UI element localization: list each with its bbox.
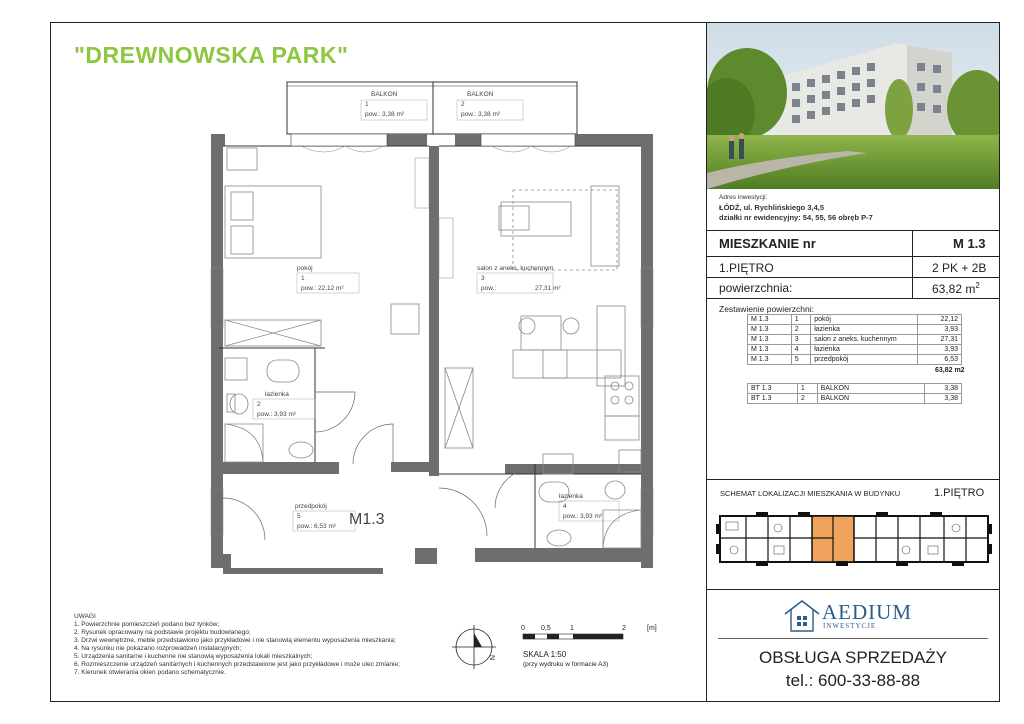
balcony2-no: 2 bbox=[461, 101, 465, 108]
unit-floor: 1.PIĘTRO bbox=[719, 261, 774, 275]
scale-tick: 0 bbox=[521, 625, 525, 632]
balcony2-area: pow.: 3,38 m² bbox=[461, 111, 501, 118]
cell-unit: BT 1.3 bbox=[748, 394, 798, 404]
room1-name: pokój bbox=[297, 265, 313, 272]
balconies-table bbox=[747, 383, 962, 404]
room5-name: przedpokój bbox=[295, 503, 327, 510]
unit-number: M 1.3 bbox=[953, 236, 986, 251]
cell-name: salon z aneks. kuchennym bbox=[811, 335, 918, 345]
scale-tick: [m] bbox=[647, 625, 657, 632]
unit-layout: 2 PK + 2B bbox=[932, 261, 987, 275]
room4-area: pow.: 3,93 m² bbox=[563, 513, 603, 520]
balcony1-name: BALKON bbox=[371, 91, 398, 98]
cell-area: 27,31 bbox=[918, 335, 962, 345]
note-line: 1. Powierzchnie pomieszczeń podano bez tynków; bbox=[74, 621, 220, 628]
address-block bbox=[719, 193, 873, 223]
note-line: 3. Drzwi wewnętrzne, meble przedstawiono jako przykładowe i nie stanowią elementu wyposażenia mieszkania; bbox=[74, 637, 396, 644]
cell-name: pokój bbox=[811, 315, 918, 325]
area-value: 63,82 $m^2$ bbox=[932, 281, 980, 296]
note-line: 2. Rysunek opracowany na podstawie projektu budowlanego; bbox=[74, 629, 251, 636]
brand-sub: INWESTYCJE bbox=[823, 622, 877, 630]
cell-unit: BT 1.3 bbox=[748, 384, 798, 394]
info-rule bbox=[706, 479, 1000, 480]
note-line: 7. Kierunek otwierania okien podano schematycznie. bbox=[74, 669, 226, 676]
cell-area: 22,12 bbox=[918, 315, 962, 325]
room5-area: pow.: 6,53 m² bbox=[297, 523, 337, 530]
room3-area: 27,31 m² bbox=[535, 285, 561, 292]
floor-plan bbox=[205, 78, 657, 588]
unit-header-label: MIESZKANIE nr bbox=[719, 236, 816, 251]
sales-label: OBSŁUGA SPRZEDAŻY bbox=[759, 648, 947, 667]
brand-name: AEDIUM bbox=[822, 600, 912, 624]
balcony1-area: pow.: 3,38 m² bbox=[365, 111, 405, 118]
info-rule bbox=[706, 277, 1000, 278]
table-row bbox=[748, 315, 962, 325]
cell-no: 2 bbox=[797, 394, 817, 404]
cell-no: 1 bbox=[797, 384, 817, 394]
cell-name: BALKON bbox=[817, 394, 924, 404]
info-rule bbox=[706, 589, 1000, 590]
info-rule bbox=[706, 298, 1000, 299]
note-line: 4. Na rysunku nie pokazano rozprowadzeń instalacyjnych; bbox=[74, 645, 242, 652]
cell-name: łazienka bbox=[811, 325, 918, 335]
cell-name: przedpokój bbox=[811, 355, 918, 365]
note-line: 5. Urządzenia sanitarne i kuchenne nie stanowią wyposażenia lokali mieszkalnych; bbox=[74, 653, 313, 660]
compass-n: N bbox=[488, 655, 495, 661]
room5-no: 5 bbox=[297, 513, 301, 520]
cell-no: 1 bbox=[791, 315, 810, 325]
cell-area: 3,93 bbox=[918, 325, 962, 335]
table-row bbox=[748, 335, 962, 345]
cell-name: BALKON bbox=[817, 384, 924, 394]
balcony2-name: BALKON bbox=[467, 91, 494, 98]
room1-area: pow.: 22,12 m² bbox=[301, 285, 344, 292]
scale-tick: 0,5 bbox=[541, 625, 551, 632]
info-rule bbox=[706, 256, 1000, 257]
cell-no: 3 bbox=[791, 335, 810, 345]
breakdown-title: Zestawienie powierzchni: bbox=[719, 304, 814, 314]
scale-tick: 1 bbox=[570, 625, 574, 632]
address-line1: ŁÓDŹ, ul. Rychlińskiego 3,4,5 bbox=[719, 203, 825, 212]
room2-area: pow.: 3,93 m² bbox=[257, 411, 297, 418]
cell-area: 3,38 bbox=[924, 384, 961, 394]
room3-area-label: pow.: bbox=[481, 285, 497, 292]
table-row bbox=[748, 394, 962, 404]
cell-name: łazienka bbox=[811, 345, 918, 355]
building-rendering bbox=[707, 23, 999, 189]
house-logo-icon bbox=[783, 598, 821, 634]
room4-name: łazienka bbox=[559, 493, 583, 500]
table-row bbox=[748, 345, 962, 355]
plan-unit-label: M1.3 bbox=[349, 511, 385, 528]
compass-icon bbox=[452, 623, 504, 673]
cell-area: 3,38 bbox=[924, 394, 961, 404]
info-vrule bbox=[912, 230, 913, 298]
cell-no: 4 bbox=[791, 345, 810, 355]
table-row bbox=[748, 355, 962, 365]
cell-area: 3,93 bbox=[918, 345, 962, 355]
info-rule bbox=[706, 230, 1000, 231]
table-row bbox=[748, 384, 962, 394]
room2-no: 2 bbox=[257, 401, 261, 408]
cell-no: 2 bbox=[791, 325, 810, 335]
notes-block bbox=[74, 613, 400, 677]
room2-name: łazienka bbox=[265, 391, 289, 398]
room3-no: 3 bbox=[481, 275, 485, 282]
cell-unit: M 1.3 bbox=[748, 315, 792, 325]
area-label: powierzchnia: bbox=[719, 281, 793, 295]
cell-no: 5 bbox=[791, 355, 810, 365]
room3-name: salon z aneks. kuchennym bbox=[477, 265, 554, 272]
schematic-title: SCHEMAT LOKALIZACJI MIESZKANIA W BUDYNKU bbox=[720, 489, 901, 498]
cell-unit: M 1.3 bbox=[748, 325, 792, 335]
cell-unit: M 1.3 bbox=[748, 355, 792, 365]
brand-rule bbox=[718, 638, 988, 639]
address-line2: działki nr ewidencyjny: 54, 55, 56 obręb P-7 bbox=[719, 213, 873, 222]
room4-no: 4 bbox=[563, 503, 567, 510]
table-row bbox=[748, 325, 962, 335]
balcony1-no: 1 bbox=[365, 101, 369, 108]
rooms-table bbox=[747, 314, 962, 365]
cell-unit: M 1.3 bbox=[748, 345, 792, 355]
schematic-floor: 1.PIĘTRO bbox=[934, 487, 985, 499]
scale-bar bbox=[521, 622, 661, 646]
scale-sub: (przy wydruku w formacie A3) bbox=[523, 661, 609, 668]
cell-unit: M 1.3 bbox=[748, 335, 792, 345]
cell-area: 6,53 bbox=[918, 355, 962, 365]
scale-tick: 2 bbox=[622, 625, 626, 632]
note-line: 6. Rozmieszczenie urządzeń sanitarnych i kuchennych przedstawione jest jako przykładowe i może ulec zmianie; bbox=[74, 661, 400, 668]
scale-label: SKALA 1:50 bbox=[523, 650, 567, 659]
address-label: Adres inwestycji: bbox=[719, 194, 768, 201]
building-schematic bbox=[716, 508, 992, 570]
notes-title: UWAGI bbox=[74, 613, 96, 620]
room1-no: 1 bbox=[301, 275, 305, 282]
project-title: "DREWNOWSKA PARK" bbox=[74, 42, 349, 68]
sales-phone: tel.: 600-33-88-88 bbox=[785, 671, 921, 690]
balcony-outline bbox=[287, 82, 577, 134]
total-area: 63,82 m2 bbox=[935, 367, 965, 374]
